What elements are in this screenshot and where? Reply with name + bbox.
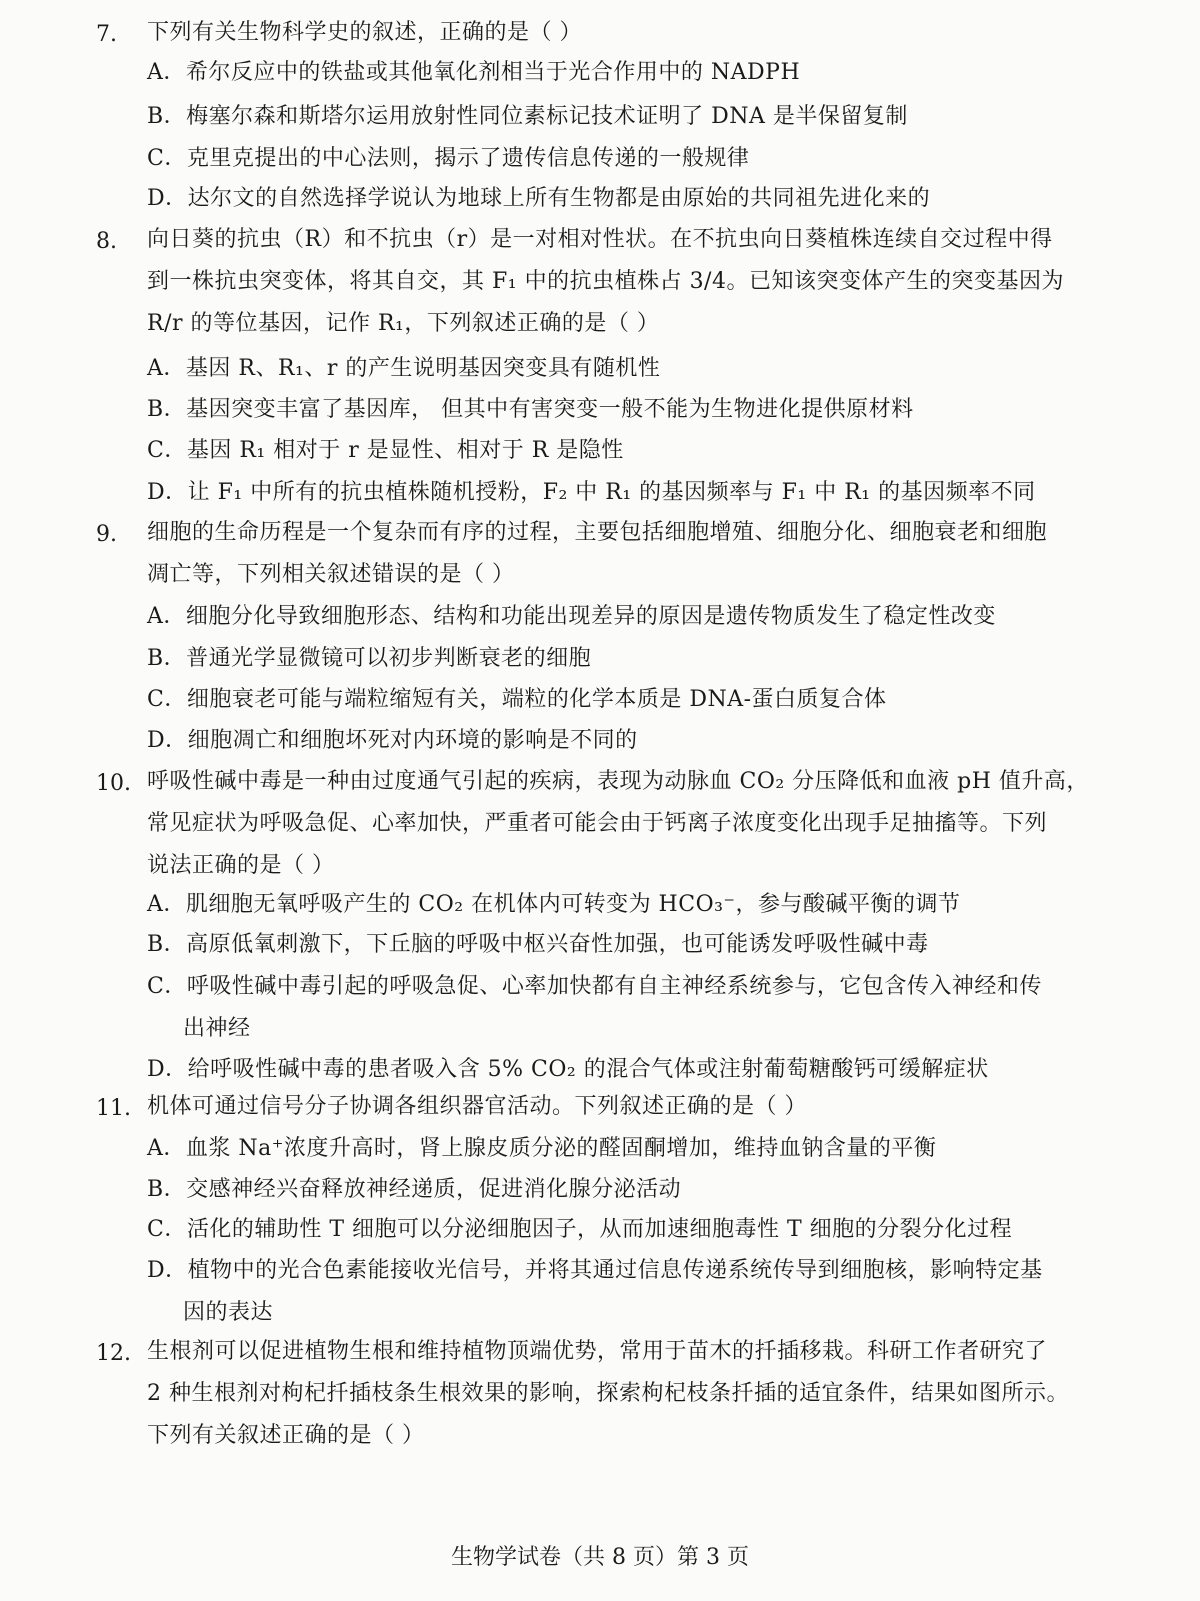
stem-line: 生根剂可以促进植物生根和维持植物顶端优势，常用于苗木的扦插移栽。科研工作者研究了 — [147, 1339, 1048, 1364]
question-stem — [147, 761, 1117, 887]
option-b — [147, 638, 1117, 680]
option-c — [147, 966, 1117, 1050]
option-text: C．克里克提出的中心法则，揭示了遗传信息传递的一般规律 — [147, 146, 750, 171]
option-a — [147, 52, 1117, 94]
option-text: D．让 F₁ 中所有的抗虫植株随机授粉，F₂ 中 R₁ 的基因频率与 F₁ 中 R₁ 的基因频率不同 — [147, 480, 1036, 505]
question-number: 8. — [96, 229, 117, 254]
option-text-continued: 出神经 — [183, 1016, 251, 1041]
question-number: 10. — [96, 771, 131, 796]
option-b — [147, 924, 1117, 966]
option-text: A．基因 R、R₁、r 的产生说明基因突变具有随机性 — [147, 356, 661, 381]
stem-line: 到一株抗虫突变体，将其自交，其 F₁ 中的抗虫植株占 3/4。已知该突变体产生的突变基因为 — [147, 269, 1064, 294]
stem-line: 向日葵的抗虫（R）和不抗虫（r）是一对相对性状。在不抗虫向日葵植株连续自交过程中得 — [147, 227, 1053, 252]
stem-line: 常见症状为呼吸急促、心率加快，严重者可能会由于钙离子浓度变化出现手足抽搐等。下列 — [147, 811, 1048, 836]
question-number: 11. — [96, 1096, 131, 1121]
option-d — [147, 1049, 1117, 1091]
option-d — [147, 1250, 1117, 1334]
stem-line: 凋亡等，下列相关叙述错误的是（ ） — [147, 562, 515, 587]
option-c — [147, 1209, 1117, 1251]
option-a — [147, 348, 1117, 390]
option-text: C．呼吸性碱中毒引起的呼吸急促、心率加快都有自主神经系统参与，它包含传入神经和传 — [147, 974, 1042, 999]
option-a — [147, 1128, 1117, 1170]
option-text: B．基因突变丰富了基因库， 但其中有害突变一般不能为生物进化提供原材料 — [147, 397, 914, 422]
option-text: C．活化的辅助性 T 细胞可以分泌细胞因子，从而加速细胞毒性 T 细胞的分裂分化过程 — [147, 1217, 1013, 1242]
option-c — [147, 679, 1117, 721]
option-d — [147, 178, 1117, 220]
option-c — [147, 138, 1117, 180]
stem-line: 机体可通过信号分子协调各组织器官活动。下列叙述正确的是（ ） — [147, 1094, 807, 1119]
option-text: A．血浆 Na⁺浓度升高时，肾上腺皮质分泌的醛固酮增加，维持血钠含量的平衡 — [147, 1136, 937, 1161]
option-text: A．细胞分化导致细胞形态、结构和功能出现差异的原因是遗传物质发生了稳定性改变 — [147, 604, 996, 629]
question-number: 9. — [96, 522, 117, 547]
question-stem — [147, 219, 1117, 345]
page-footer: 生物学试卷（共 8 页）第 3 页 — [451, 1545, 749, 1570]
option-text: D．植物中的光合色素能接收光信号，并将其通过信息传递系统传导到细胞核，影响特定基 — [147, 1258, 1043, 1283]
stem-line: R/r 的等位基因，记作 R₁，下列叙述正确的是（ ） — [147, 311, 660, 336]
option-c — [147, 430, 1117, 472]
option-text-continued: 因的表达 — [183, 1300, 274, 1325]
option-text: C．基因 R₁ 相对于 r 是显性、相对于 R 是隐性 — [147, 438, 624, 463]
option-b — [147, 1169, 1117, 1211]
question-stem — [147, 512, 1117, 596]
option-b — [147, 389, 1117, 431]
stem-line: 呼吸性碱中毒是一种由过度通气引起的疾病，表现为动脉血 CO₂ 分压降低和血液 pH 值升高， — [147, 769, 1089, 794]
question-stem — [147, 12, 1117, 54]
stem-line: 说法正确的是（ ） — [147, 853, 335, 878]
option-text: D．达尔文的自然选择学说认为地球上所有生物都是由原始的共同祖先进化来的 — [147, 186, 931, 211]
option-text: B．梅塞尔森和斯塔尔运用放射性同位素标记技术证明了 DNA 是半保留复制 — [147, 104, 908, 129]
stem-line: 2 种生根剂对枸杞扦插枝条生根效果的影响，探索枸杞枝条扦插的适宜条件，结果如图所示。 — [147, 1381, 1069, 1406]
option-text: A．肌细胞无氧呼吸产生的 CO₂ 在机体内可转变为 HCO₃⁻，参与酸碱平衡的调节 — [147, 892, 961, 917]
option-b — [147, 96, 1117, 138]
question-stem — [147, 1331, 1117, 1457]
stem-line: 下列有关叙述正确的是（ ） — [147, 1423, 425, 1448]
option-text: A．希尔反应中的铁盐或其他氧化剂相当于光合作用中的 NADPH — [147, 60, 801, 85]
stem-line: 下列有关生物科学史的叙述，正确的是（ ） — [147, 20, 582, 45]
option-text: B．交感神经兴奋释放神经递质，促进消化腺分泌活动 — [147, 1177, 682, 1202]
question-number: 7. — [96, 22, 117, 47]
option-d — [147, 720, 1117, 762]
option-text: B．高原低氧刺激下，下丘脑的呼吸中枢兴奋性加强，也可能诱发呼吸性碱中毒 — [147, 932, 929, 957]
option-text: B．普通光学显微镜可以初步判断衰老的细胞 — [147, 646, 592, 671]
option-a — [147, 884, 1117, 926]
option-a — [147, 596, 1117, 638]
stem-line: 细胞的生命历程是一个复杂而有序的过程，主要包括细胞增殖、细胞分化、细胞衰老和细胞 — [147, 520, 1048, 545]
question-stem — [147, 1086, 1117, 1128]
question-number: 12. — [96, 1341, 131, 1366]
option-text: D．给呼吸性碱中毒的患者吸入含 5% CO₂ 的混合气体或注射葡萄糖酸钙可缓解症状 — [147, 1057, 989, 1082]
option-text: D．细胞凋亡和细胞坏死对内环境的影响是不同的 — [147, 728, 638, 753]
option-text: C．细胞衰老可能与端粒缩短有关，端粒的化学本质是 DNA-蛋白质复合体 — [147, 687, 887, 712]
option-d — [147, 472, 1117, 514]
